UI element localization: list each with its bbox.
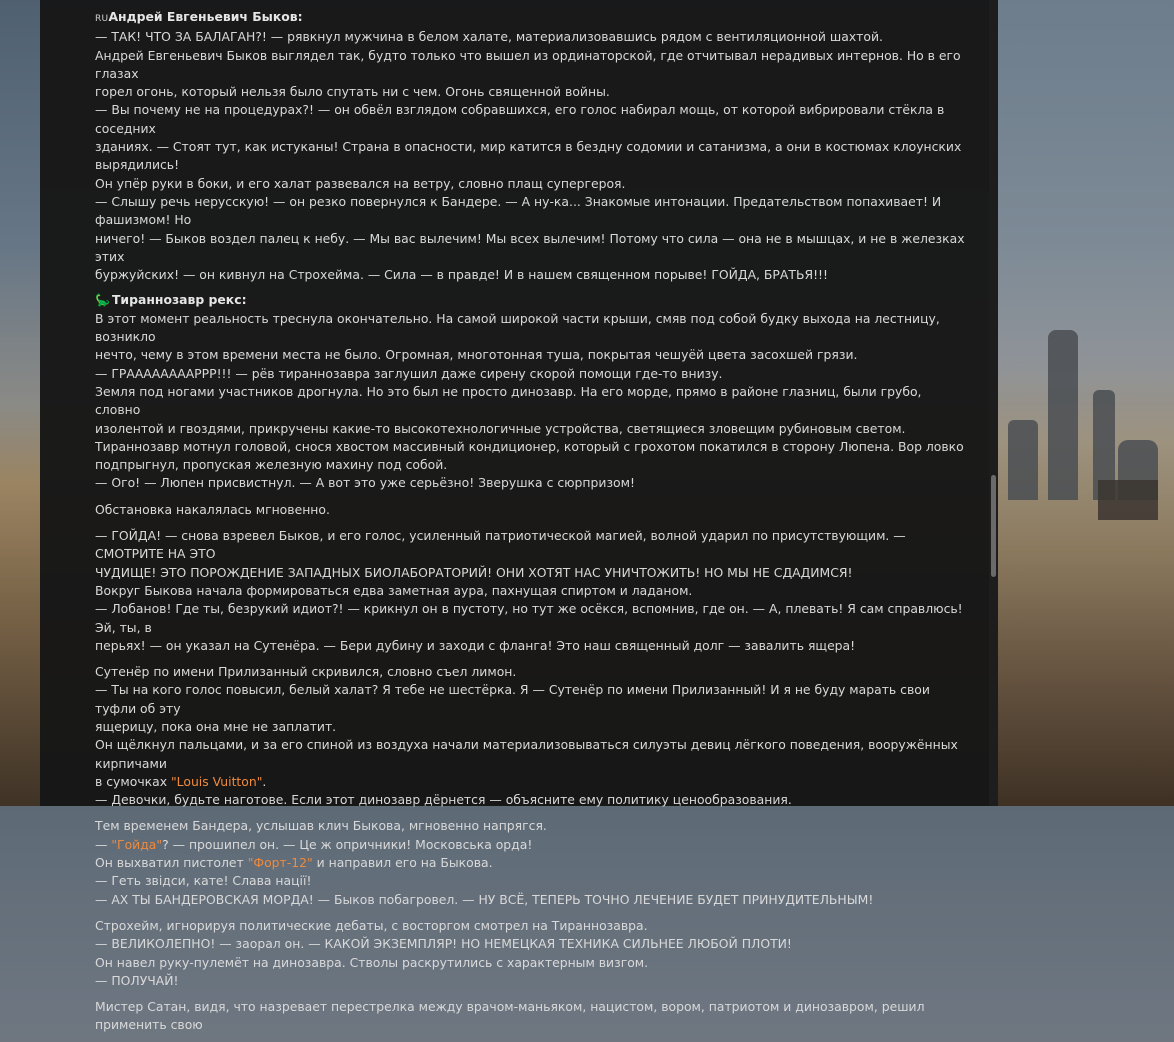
message-line xyxy=(95,854,965,872)
message-line: Вокруг Быкова начала формироваться едва заметная аура, пахнущая спиртом и ладаном. xyxy=(95,582,693,598)
background-landscape-right xyxy=(998,0,1174,806)
scrollbar-track[interactable] xyxy=(989,0,998,806)
message-line: — Девочки, будьте наготове. Если этот динозавр дёрнется — объясните ему политику ценообразования. xyxy=(95,792,792,808)
message-line: ничего! — Быков воздел палец к небу. — Мы вас вылечим! Мы всех вылечим! Потому что сила — она не в мышцах, и не в железках этих xyxy=(95,230,965,264)
text-fragment: . xyxy=(262,773,267,789)
message-header xyxy=(95,291,965,309)
text-fragment: Он выхватил пистолет xyxy=(95,855,248,871)
message-line: Обстановка накалялась мгновенно. xyxy=(95,501,330,517)
message-line: подпрыгнул, пропуская железную махину под собой. xyxy=(95,457,448,473)
message-line: Сутенёр по имени Прилизанный скривился, словно съел лимон. xyxy=(95,664,517,680)
message-line: — ТАК! ЧТО ЗА БАЛАГАН?! — рявкнул мужчина в белом халате, материализовавшись рядом с вентиляционной шахтой. xyxy=(95,29,883,45)
message-line: — ПОЛУЧАЙ! xyxy=(95,972,179,988)
message-line: горел огонь, который нельзя было спутать ни с чем. Огонь священной войны. xyxy=(95,84,610,100)
message-line: нечто, чему в этом времени места не было. Огромная, многотонная туша, покрытая чешуёй цвета засохшей грязи. xyxy=(95,347,858,363)
message-line: ЧУДИЩЕ! ЭТО ПОРОЖДЕНИЕ ЗАПАДНЫХ БИОЛАБОРАТОРИЙ! ОНИ ХОТЯТ НАС УНИЧТОЖИТЬ! НО МЫ НЕ СДАДИМСЯ! xyxy=(95,564,853,580)
chat-content xyxy=(95,8,965,1042)
message-line: Он щёлкнул пальцами, и за его спиной из воздуха начали материализовываться силуэты девиц лёгкого поведения, вооружённых кирпичами xyxy=(95,737,958,771)
message-line xyxy=(95,773,965,791)
highlighted-quote: "Louis Vuitton" xyxy=(170,773,263,789)
scrollbar-thumb[interactable] xyxy=(991,475,996,577)
message-line: — Ого! — Люпен присвистнул. — А вот это уже серьёзно! Зверушка с сюрпризом! xyxy=(95,475,635,491)
author-name: Тираннозавр рекс: xyxy=(111,292,247,308)
text-fragment: и направил его на Быкова. xyxy=(312,855,493,871)
message-line: Тираннозавр мотнул головой, снося хвостом массивный кондиционер, который с грохотом покатился в сторону Люпена. Вор ловко xyxy=(95,438,964,454)
message-line: Строхейм, игнорируя политические дебаты, с восторгом смотрел на Тираннозавра. xyxy=(95,917,648,933)
message-line: Андрей Евгеньевич Быков выглядел так, будто только что вышел из ординаторской, где отчитывал нерадивых интернов. Но в его глазах xyxy=(95,47,961,81)
message-line: Мистер Сатан, видя, что назревает перестрелка между врачом-маньяком, нацистом, вором, патриотом и динозавром, решил применить свою xyxy=(95,999,925,1033)
message-line: — Вы почему не на процедурах?! — он обвёл взглядом собравшихся, его голос набирал мощь, от которой вибрировали стёкла в соседних xyxy=(95,102,945,136)
message-line: В этот момент реальность треснула окончательно. На самой широкой части крыши, смяв под собой будку выхода на лестницу, возникло xyxy=(95,310,940,345)
author-name: Андрей Евгеньевич Быков: xyxy=(108,9,303,24)
message-header xyxy=(95,8,965,28)
message-line: — ВЕЛИКОЛЕПНО! — заорал он. — КАКОЙ ЭКЗЕМПЛЯР! НО НЕМЕЦКАЯ ТЕХНИКА СИЛЬНЕЕ ЛЮБОЙ ПЛОТИ! xyxy=(95,936,792,952)
message-line: — Ты на кого голос повысил, белый халат? Я тебе не шестёрка. Я — Сутенёр по имени Прилизанный! И я не буду марать свои туфли об эту xyxy=(95,682,930,716)
message-line: — Лобанов! Где ты, безрукий идиот?! — крикнул он в пустоту, но тут же осёкся, вспомнив, где он. — А, плевать! Я сам справлюсь! Эй, ты, в xyxy=(95,601,963,635)
message-line: зданиях. — Стоят тут, как истуканы! Страна в опасности, мир катится в бездну содомии и сатанизма, а они в костюмах клоунских вырядились! xyxy=(95,139,962,173)
message-line: Земля под ногами участников дрогнула. Но это был не просто динозавр. На его морде, прямо в районе глазниц, были грубо, словно xyxy=(95,383,922,418)
highlighted-quote: "Форт-12" xyxy=(247,855,313,871)
message-line: Он упёр руки в боки, и его халат развевался на ветру, словно плащ супергероя. xyxy=(95,175,626,191)
text-fragment: ? — прошипел он. — Це ж опричники! Московська орда! xyxy=(162,836,533,852)
background-landscape-left xyxy=(0,0,40,806)
message-line: изолентой и гвоздями, прикручены какие-то высокотехнологичные устройства, светящиеся зловещим рубиновым светом. xyxy=(95,420,906,436)
language-tag: RU xyxy=(95,14,109,24)
text-fragment: — xyxy=(95,836,112,852)
message-line: — Слышу речь нерусскую! — он резко повернулся к Бандере. — А ну-ка... Знакомые интонации. Предательством попахивает! И фашизмом! Но xyxy=(95,193,942,228)
message-line: — ГРААААААААРРР!!! — рёв тираннозавра заглушил даже сирену скорой помощи где-то внизу. xyxy=(95,365,723,381)
highlighted-quote: "Гойда" xyxy=(111,836,163,852)
message-line: перьях! — он указал на Сутенёра. — Бери дубину и заходи с фланга! Это наш священный долг — завалить ящера! xyxy=(95,637,856,653)
dinosaur-icon: 🦕 xyxy=(95,293,110,308)
message-line: — Геть звідси, кате! Слава нації! xyxy=(95,873,312,889)
message-line xyxy=(95,836,965,854)
message-line: — ГОЙДА! — снова взревел Быков, и его голос, усиленный патриотической магией, волной ударил по присутствующим. — СМОТРИТЕ НА ЭТО xyxy=(95,528,906,562)
chat-message-bykov xyxy=(95,8,965,284)
text-fragment: в сумочках xyxy=(95,773,171,789)
chat-message-trex xyxy=(95,291,965,1034)
message-line: ящерицу, пока она мне не заплатит. xyxy=(95,718,337,734)
message-line: Он навел руку-пулемёт на динозавра. Стволы раскрутились с характерным визгом. xyxy=(95,954,649,970)
message-line: — АХ ТЫ БАНДЕРОВСКАЯ МОРДА! — Быков побагровел. — НУ ВСЁ, ТЕПЕРЬ ТОЧНО ЛЕЧЕНИЕ БУДЕТ ПРИНУДИТЕЛЬНЫМ! xyxy=(95,891,874,907)
message-line: Тем временем Бандера, услышав клич Быкова, мгновенно напрягся. xyxy=(95,818,547,834)
message-line: буржуйских! — он кивнул на Строхейма. — Сила — в правде! И в нашем священном порыве! ГОЙДА, БРАТЬЯ!!! xyxy=(95,267,828,283)
